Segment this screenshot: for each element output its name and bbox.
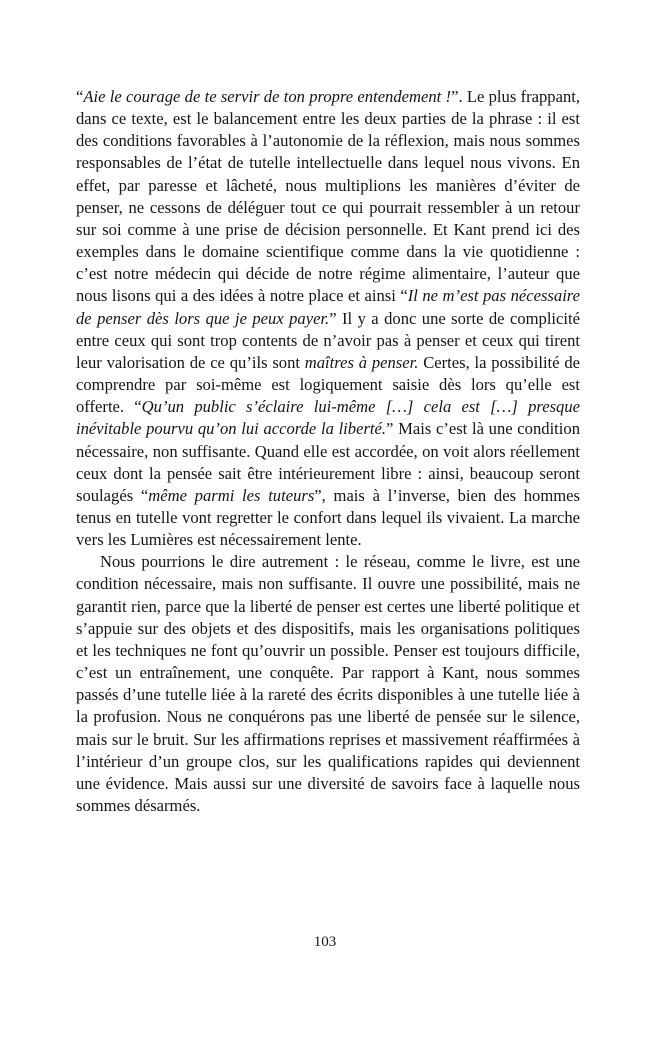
- italic-quote: Il ne m’est pas nécessaire de penser dès lors que je peux payer.: [76, 286, 581, 328]
- italic-quote: Qu’un public s’éclaire lui-même […] cela est […] presque inévitable pourvu qu’on lui accorde la liberté.: [76, 397, 580, 439]
- segment: ”, mais à l’inverse, bien des hommes tenus en tutelle vont regretter le confort dans lequel ils vivaient. La marche vers les Lumières est nécessairement lente.: [76, 485, 580, 550]
- segment: ” Mais c’est là une condition nécessaire, non suffisante. Quand elle est accordée, on voit alors réellement ceux dont la pensée sait être intérieurement libre : ainsi, beaucoup seront soulagés “: [76, 419, 580, 505]
- italic-quote: Aie le courage de te servir de ton propre entendement !: [83, 87, 452, 106]
- segment: Nous pourrions le dire autrement : le réseau, comme le livre, est une condition nécessaire, mais non suffisante. Il ouvre une possibilité, mais ne garantit rien, parce que la liberté de penser est certes une liberté politique et s’appuie sur des objets et des dispositifs, mais les organisations politiques et les techniques ne font qu’ouvrir un possible. Penser est toujours difficile, c’est un entraînement, une conquête. Par rapport à Kant, nous sommes passés d’une tutelle liée à la rareté des écrits disponibles à une tutelle liée à la profusion. Nous ne conquérons pas une liberté de pensée sur le silence, mais sur le bruit. Sur les affirmations reprises et massivement réaffirmées à l’intérieur d’un groupe clos, sur les qualifications rapides qui deviennent une évidence. Mais aussi sur une diversité de savoirs face à laquelle nous sommes désarmés.: [76, 552, 580, 815]
- segment: “: [76, 87, 84, 106]
- paragraph-2: [76, 551, 580, 817]
- segment: ”. Le plus frappant, dans ce texte, est le balancement entre les deux parties de la phrase : il est des conditions favorables à l’autonomie de la réflexion, mais nous sommes responsables de l’état de tutelle intellectuelle dans lequel nous vivons. En effet, par paresse et lâcheté, nous multiplions les manières d’éviter de penser, ne cessons de déléguer tout ce qui pourrait ressembler à un retour sur soi comme à une prise de décision personnelle. Et Kant prend ici des exemples dans le domaine scientifique comme dans la vie quotidienne : c’est notre médecin qui décide de notre régime alimentaire, l’auteur que nous lisons qui a des idées à notre place et ainsi “: [76, 87, 580, 306]
- italic-phrase: maîtres à penser.: [304, 352, 419, 372]
- paragraph-1: [76, 86, 580, 551]
- page-number: 103: [313, 934, 337, 950]
- segment: ” Il y a donc une sorte de complicité entre ceux qui sont trop contents de n’avoir pas à penser et ceux qui tirent leur valorisation de ce qu’ils sont: [76, 308, 580, 372]
- segment: Certes, la possibilité de comprendre par soi-même est logiquement saisie dès lors qu’elle est offerte. “: [76, 352, 580, 417]
- italic-quote: même parmi les tuteurs: [148, 485, 315, 505]
- body-text: [76, 86, 580, 817]
